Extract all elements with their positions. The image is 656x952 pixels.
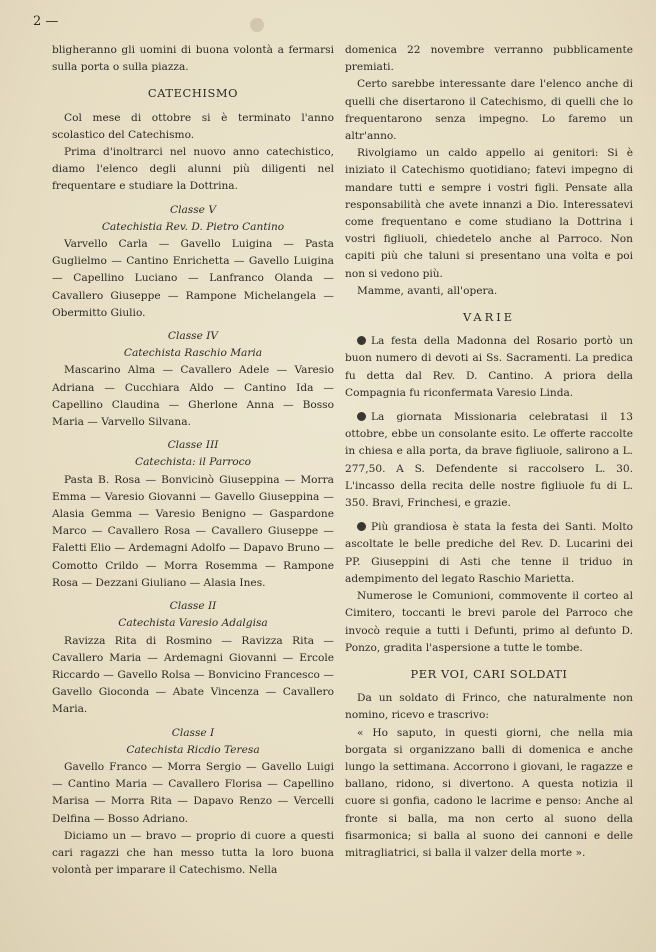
class-names: Pasta B. Rosa — Bonvicinò Giuseppina — Morra Emma — Varesio Giovanni — Gavello Giuseppina — Alasia Gemma — Varesio Benigno — Gaspardone Marco — Cavallero Rosa — Cavallero Giuseppe — Faletti Elio — Ardemagni Adolfo — Dapavo Bruno — Comotto Crildo — Morra Rosemma — Rampone Rosa — Dezzani Giuliano — Alasia Ines. (52, 473, 334, 589)
paragraph: Mamme, avanti, all'opera. (357, 284, 498, 297)
class-title: Classe II (169, 600, 217, 613)
class-teacher: Catechista Ricdio Teresa (126, 743, 260, 756)
continuation-text: domenica 22 novembre verranno pubblicamente premiati. (345, 44, 633, 74)
class-teacher: Catechistia Rev. D. Pietro Cantino (101, 220, 285, 233)
class-title: Classe IV (167, 330, 219, 343)
paragraph: Prima d'inoltrarci nel nuovo anno catechistico, diamo l'elenco degli alunni più diligenti nel frequentare e studiare la Dottrina. (52, 146, 334, 193)
varie-text: La festa della Madonna del Rosario portò un buon numero di devoti ai Ss. Sacramenti. La predica fu detta dal Rev. D. Cantino. A priora della Compagnia fu riconfermata Varesio Linda. (345, 335, 633, 399)
class-teacher: Catechista Varesio Adalgisa (118, 617, 268, 630)
closing-paragraph: Diciamo un — bravo — proprio di cuore a questi cari ragazzi che han messo tutta la loro buona volontà per imparare il Catechismo. Nella (52, 829, 334, 877)
left-column (52, 42, 334, 879)
quote-paragraph: « Ho saputo, in questi giorni, che nella mia borgata si organizzano balli di domenica e anche lungo la settimana. Accorrono i giovani, le ragazze e ballano, ridono, si divertono. A questa notizia il cuore si gonfia, cadono le lacrime e penso: Anche al fronte si balla, ma non certo al suono della fisarmonica; si balla al suono dei cannoni e delle mitragliatrici, si balla il valzer della morte ». (345, 726, 633, 859)
class-title: Classe I (171, 726, 215, 739)
bullet-icon (357, 522, 366, 531)
varie-item (345, 519, 633, 588)
class-teacher: Catechista: il Parroco (135, 456, 251, 469)
section-title-catechismo: CATECHISMO (147, 86, 239, 101)
class-names: Gavello Franco — Morra Sergio — Gavello Luigi — Cantino Maria — Cavallero Florisa — Capellino Marisa — Morra Rita — Dapavo Renzo — Vercelli Delfina — Bosso Adriano. (52, 760, 334, 825)
class-names: Ravizza Rita di Rosmino — Ravizza Rita — Cavallero Maria — Ardemagni Giovanni — Ercole Riccardo — Gavello Rolsa — Bonvicino Francesco — Gavello Gioconda — Abate Vincenza — Cavallero Maria. (52, 634, 334, 716)
paragraph: Da un soldato di Frinco, che naturalmente non nomino, ricevo e trascrivo: (345, 692, 633, 722)
bullet-icon (357, 412, 366, 421)
paper-stain (250, 18, 264, 32)
paragraph: Col mese di ottobre si è terminato l'anno scolastico del Catechismo. (52, 111, 334, 141)
paragraph: Rivolgiamo un caldo appello ai genitori: Si è iniziato il Catechismo quotidiano; fatevi impegno di mandare tutti e sempre i vostri figli. Pensate alla responsabilità che avete innanzi a Dio. Interessatevi come frequentano e come studiano la Dottrina i vostri figliuoli, chiedetelo anche al Parroco. Non capiti più che taluni si presentano una volta e poi non si vedono più. (345, 147, 633, 280)
class-title: Classe III (167, 439, 219, 452)
paragraph: Certo sarebbe interessante dare l'elenco anche di quelli che disertarono il Catechismo, di quelli che lo frequentarono senza impegno. Lo faremo un altr'anno. (345, 78, 633, 143)
class-teacher: Catechista Raschio Maria (123, 347, 263, 360)
varie-item (345, 409, 633, 512)
page-number: 2 — (33, 14, 59, 29)
intro-text: bligheranno gli uomini di buona volontà a fermarsi sulla porta o sulla piazza. (52, 44, 334, 74)
varie-text: La giornata Missionaria celebratasi il 13 ottobre, ebbe un consolante esito. Le offerte raccolte in chiesa e alla porta, da brave figliuole, salirono a L. 277,50. A S. Defendente si raccolsero L. 30. L'incasso della recita delle nostre figliuole fu di L. 350. Bravi, Frinchesi, e grazie. (345, 411, 633, 510)
section-title-varie: VARIE (462, 310, 516, 325)
class-title: Classe V (170, 203, 216, 216)
class-names: Varvello Carla — Gavello Luigina — Pasta Guglielmo — Cantino Enrichetta — Gavello Luigina — Capellino Luciano — Lanfranco Olanda — Cavallero Giuseppe — Rampone Michelangela — Obermitto Giulio. (52, 238, 334, 319)
paragraph: Numerose le Comunioni, commovente il corteo al Cimitero, toccanti le brevi parole del Parroco che invocò requie a tutti i Defunti, primo al defunto D. Ponzo, gradita l'aspersione a tutte le tombe. (345, 590, 633, 654)
varie-item (345, 333, 633, 402)
varie-text: Più grandiosa è stata la festa dei Santi. Molto ascoltate le belle prediche del Rev. D. Lucarini dei PP. Giuseppini di Asti che tenne il triduo in adempimento del legato Raschio Marietta. (345, 521, 633, 585)
bullet-icon (357, 336, 366, 345)
right-column (345, 42, 633, 862)
class-names: Mascarino Alma — Cavallero Adele — Varesio Adriana — Cucchiara Aldo — Cantino Ida — Capellino Claudina — Gherlone Anna — Bosso Maria — Varvello Silvana. (52, 364, 334, 429)
section-title-soldati: PER VOI, CARI SOLDATI (410, 666, 568, 681)
